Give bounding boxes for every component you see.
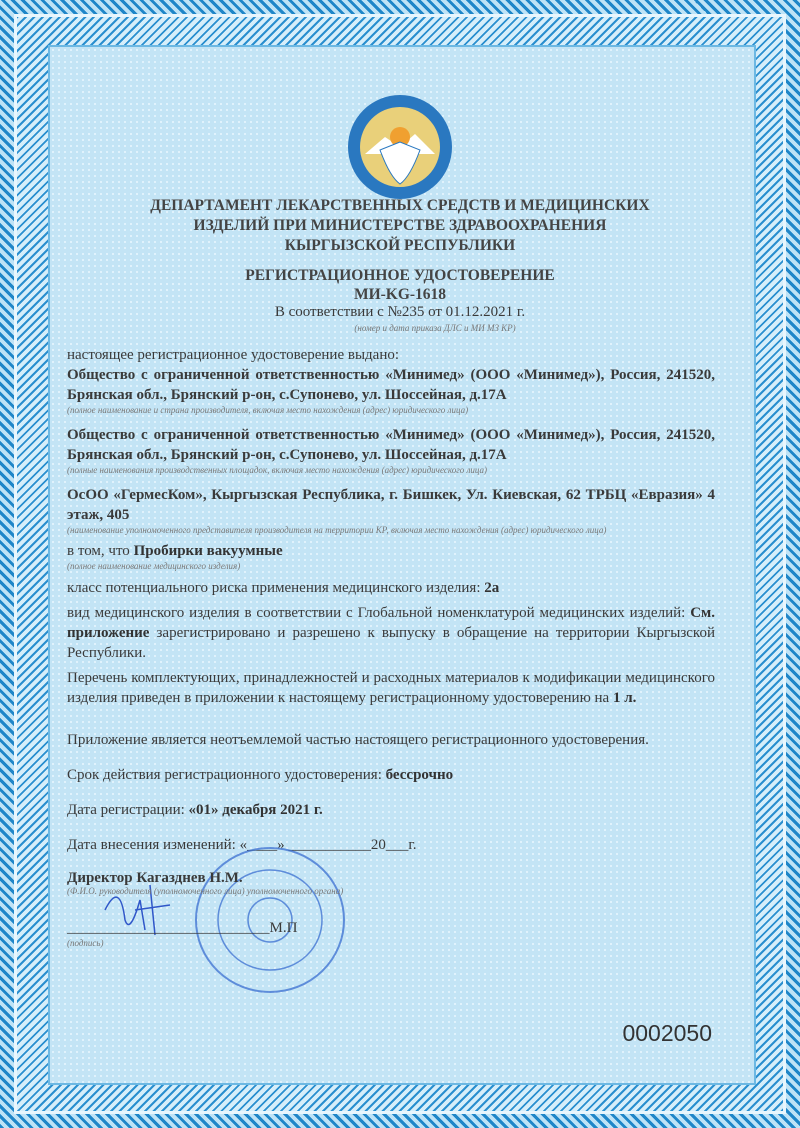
appendix-note: Приложение является неотъемлемой частью настоящего регистрационного удостоверения. xyxy=(67,732,649,748)
director-caption: (Ф.И.О. руководителя (уполномоченного лица) уполномоченного органа) xyxy=(67,886,344,896)
order-caption: (номер и дата приказа ДЛС и МИ МЗ КР) xyxy=(354,323,516,333)
change-date: Дата внесения изменений: «____» ___________20___г. xyxy=(67,837,417,853)
signature-line: ___________________________М.П xyxy=(67,920,298,936)
representative-caption: (наименование уполномоченного представителя производителя на территории КР, включая место нахождения (адрес) юридического лица) xyxy=(67,525,607,535)
accessories-list: Перечень комплектующих, принадлежностей и расходных материалов к модификации медицинского изделия приведен в приложении к настоящему регистрационному удостоверению на 1 л. xyxy=(67,670,715,706)
authority-name: ДЕПАРТАМЕНТ ЛЕКАРСТВЕННЫХ СРЕДСТВ И МЕДИЦИНСКИХ ИЗДЕЛИЙ ПРИ МИНИСТЕРСТВЕ ЗДРАВООХРАНЕНИЯ КЫРГЫЗСКОЙ РЕСПУБЛИКИ xyxy=(150,197,650,254)
device-line: в том, что Пробирки вакуумные xyxy=(67,543,283,559)
manufacturer: Общество с ограниченной ответственностью «Минимед» (ООО «Минимед»), Россия, 241520, Брянская обл., Брянский р-он, с.Супонево, ул. Шоссейная, д.17А xyxy=(67,367,715,403)
signature-caption: (подпись) xyxy=(67,938,104,948)
registration-date: Дата регистрации: «01» декабря 2021 г. xyxy=(67,802,323,818)
kyrgyz-emblem-icon xyxy=(345,92,455,202)
certificate-title: РЕГИСТРАЦИОННОЕ УДОСТОВЕРЕНИЕ xyxy=(245,267,555,284)
certificate-number: МИ-KG-1618 xyxy=(353,286,447,303)
representative: ОсОО «ГермесКом», Кыргызская Республика, г. Бишкек, Ул. Киевская, 62 ТРБЦ «Евразия» 4 этаж, 405 xyxy=(67,487,715,523)
device-caption: (полное наименование медицинского изделия) xyxy=(67,561,241,571)
risk-class: класс потенциального риска применения медицинского изделия: 2а xyxy=(67,580,500,596)
order-reference: В соответствии с №235 от 01.12.2021 г. xyxy=(274,304,526,320)
serial-number: 0002050 xyxy=(622,1020,712,1046)
validity: Срок действия регистрационного удостоверения: бессрочно xyxy=(67,767,454,783)
director: Директор Кагазднев Н.М. xyxy=(67,870,243,886)
production-site: Общество с ограниченной ответственностью «Минимед» (ООО «Минимед»), Россия, 241520, Брянская обл., Брянский р-он, с.Супонево, ул. Шоссейная, д.17А xyxy=(67,427,715,463)
production-caption: (полные наименования производственных площадок, включая место нахождения (адрес) юридического лица) xyxy=(67,465,487,475)
device-kind: вид медицинского изделия в соответствии с Глобальной номенклатурой медицинских изделий: См. приложение зарегистрировано и разрешено к выпуску в обращение на территории Кыргызской Республики. xyxy=(67,605,715,661)
issued-intro: настоящее регистрационное удостоверение выдано: xyxy=(67,347,400,363)
manufacturer-caption: (полное наименование и страна производителя, включая место нахождения (адрес) юридического лица) xyxy=(67,405,469,415)
